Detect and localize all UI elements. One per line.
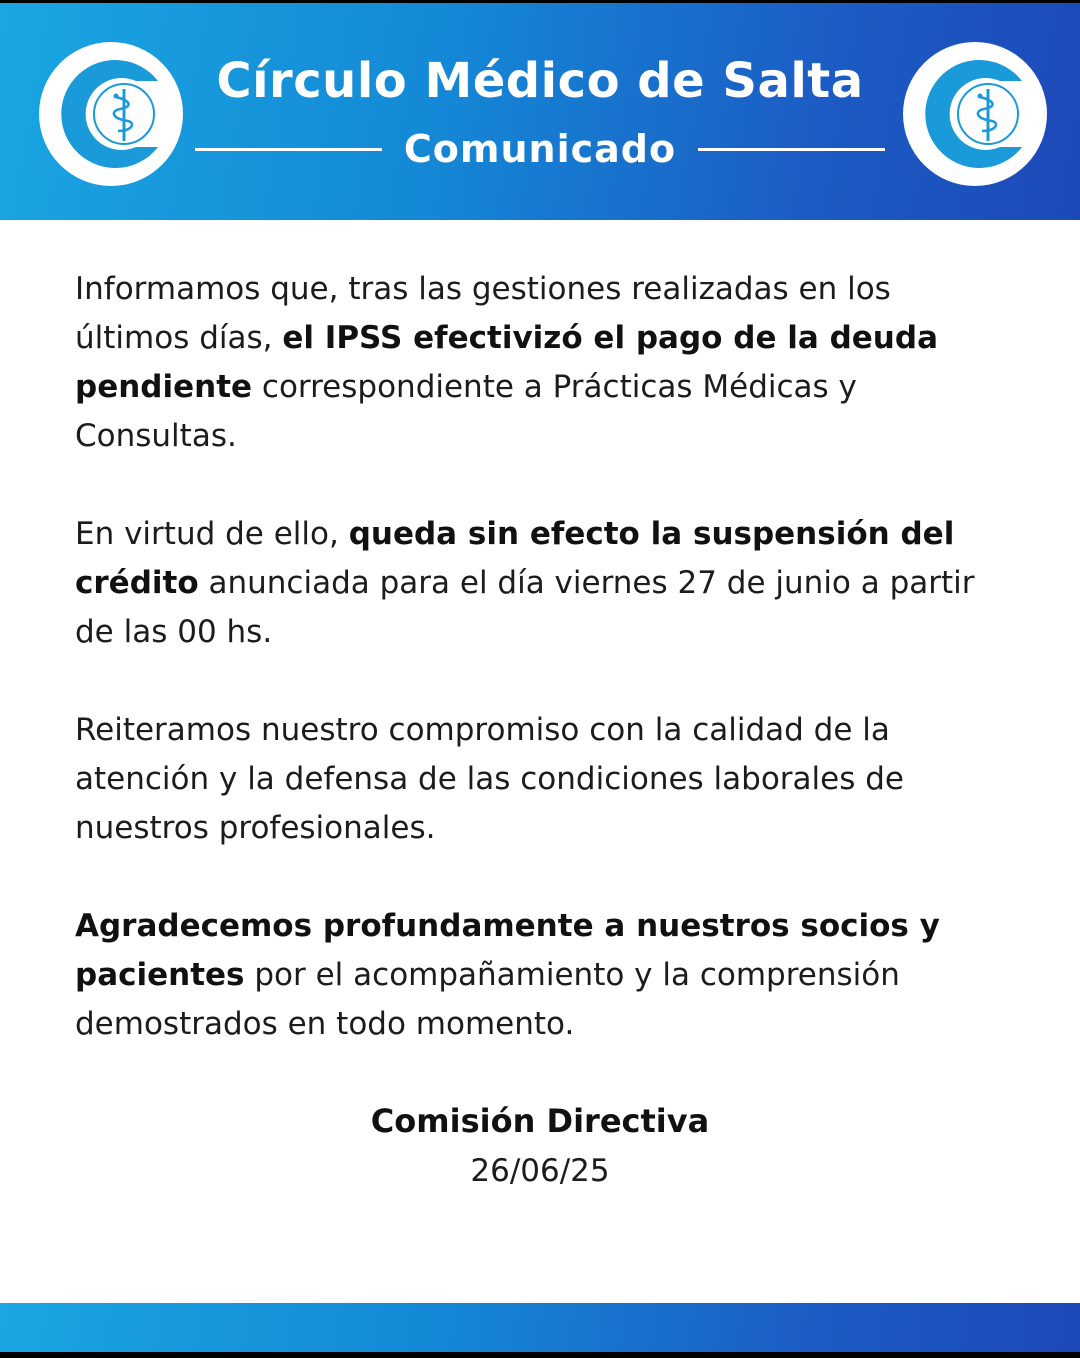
caduceus-logo-icon [900, 39, 1050, 189]
announcement-body [75, 265, 995, 1098]
paragraph-payment-intro: Informamos que, tras las gestiones realizadas en los últimos días, [75, 271, 891, 356]
subtitle-rule-right [698, 148, 885, 151]
announcement-card [0, 3, 1080, 1352]
header-banner [0, 3, 1080, 220]
paragraph-credit-intro: En virtud de ello, [75, 516, 349, 552]
footer-bar [0, 1303, 1080, 1352]
signature-date: 26/06/25 [470, 1153, 610, 1189]
paragraph-credit [75, 510, 995, 657]
paragraph-credit-rest: anunciada para el día viernes 27 de junio a partir de las 00 hs. [75, 565, 975, 650]
subtitle-row [195, 123, 885, 175]
paragraph-thanks-rest: por el acompañamiento y la comprensión demostrados en todo momento. [75, 957, 900, 1042]
signature-block [0, 1096, 1080, 1196]
organization-title: Círculo Médico de Salta [216, 53, 864, 109]
subtitle-rule-left [195, 148, 382, 151]
paragraph-payment-rest: correspondiente a Prácticas Médicas y Consultas. [75, 369, 857, 454]
document-subtitle: Comunicado [403, 127, 677, 171]
paragraph-payment-highlight: el IPSS efectivizó el pago de la deuda pendiente [75, 320, 938, 405]
caduceus-logo-icon [36, 39, 186, 189]
paragraph-credit-highlight: queda sin efecto la suspensión del crédito [75, 516, 955, 601]
paragraph-commitment-text: Reiteramos nuestro compromiso con la calidad de la atención y la defensa de las condiciones laborales de nuestros profesionales. [75, 712, 904, 846]
paragraph-thanks-highlight: Agradecemos profundamente a nuestros socios y pacientes [75, 908, 940, 993]
paragraph-thanks [75, 902, 995, 1049]
signature-name: Comisión Directiva [370, 1102, 710, 1140]
paragraph-payment [75, 265, 995, 461]
paragraph-commitment [75, 706, 995, 853]
